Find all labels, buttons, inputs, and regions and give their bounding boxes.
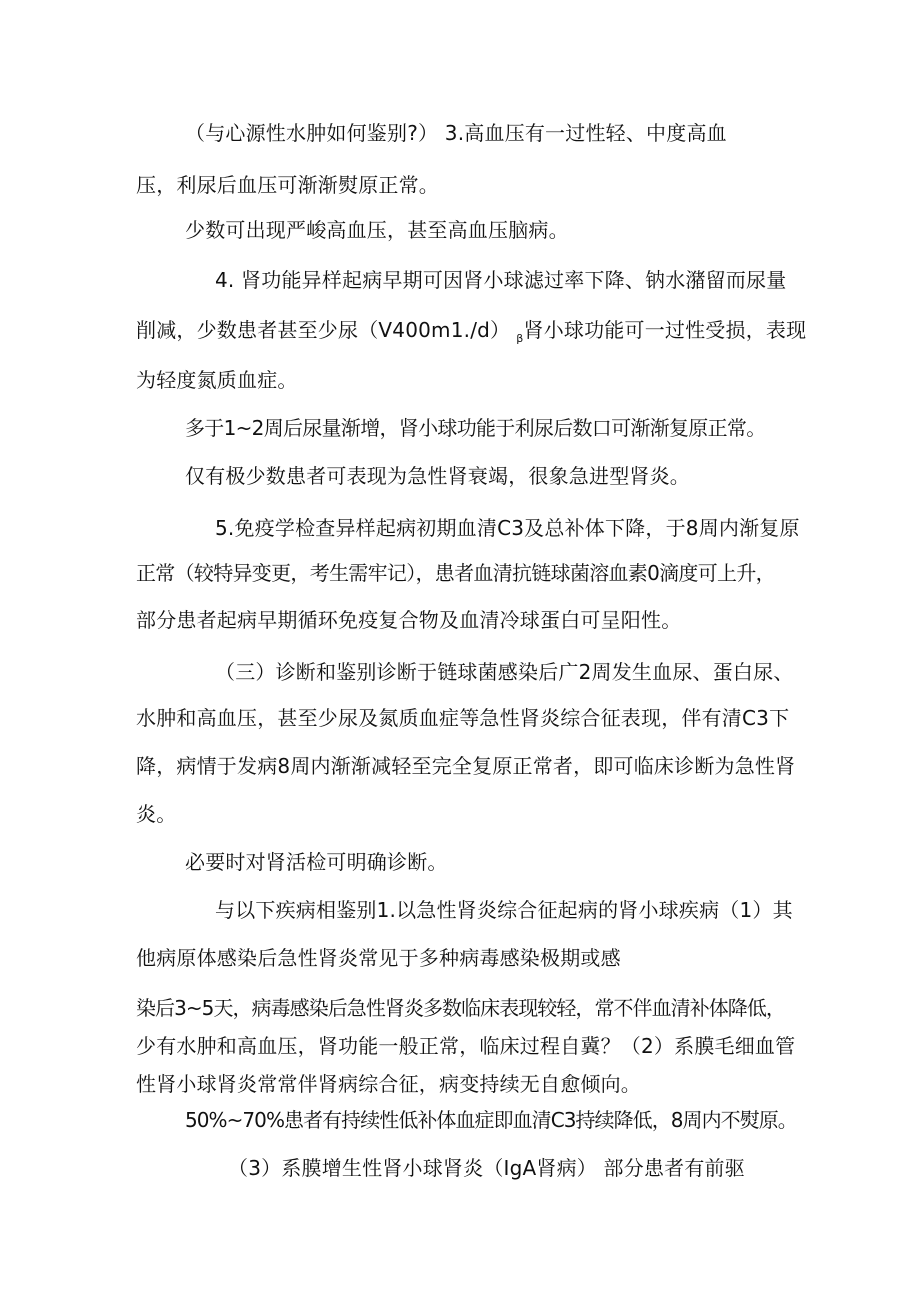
text-line-5-part-2: 肾小球功能可一过性受损，表现 <box>523 318 807 342</box>
text-line-10: 正常（较特异变更，考生需牢记），患者血清抗链球菌溶血素0滴度可上升， <box>136 561 775 585</box>
text-line-5-part-1: 削减，少数患者甚至少尿（V400m1./d） <box>136 318 511 342</box>
text-line-14: 降，病情于发病8周内渐渐减轻至完全复原正常者，即可临床诊断为急性肾 <box>136 754 796 778</box>
text-line-15: 炎。 <box>136 802 177 826</box>
text-line-22: 50%~70%患者有持续性低补体血症即血清C3持续降低，8周内不熨原。 <box>185 1108 797 1132</box>
text-line-1: （与心源性水肿如何鉴别?） 3.高血压有一过性轻、中度高血 <box>185 121 727 145</box>
text-line-6: 为轻度氮质血症。 <box>136 368 298 392</box>
text-line-17: 与以下疾病相鉴别1.以急性肾炎综合征起病的肾小球疾病（1）其 <box>215 898 793 922</box>
text-line-11: 部分患者起病早期循环免疫复合物及血清冷球蛋白可呈阳性。 <box>136 608 682 632</box>
text-line-7: 多于1~2周后尿量渐增，肾小球功能于利尿后数口可渐渐复原正常。 <box>185 416 766 440</box>
text-line-9: 5.免疫学检查异样起病初期血清C3及总补体下降，于8周内渐复原 <box>215 516 800 540</box>
text-line-23: （3）系膜增生性肾小球肾炎（IgA肾病） 部分患者有前驱 <box>228 1156 745 1180</box>
text-line-3: 少数可出现严峻高血压，甚至高血压脑病。 <box>185 218 569 242</box>
text-line-20: 少有水肿和高血压，肾功能一般正常，临床过程自冀？（2）系膜毛细血管 <box>136 1034 796 1058</box>
text-line-21: 性肾小球肾炎常常伴肾病综合征，病变持续无自愈倾向。 <box>136 1072 641 1096</box>
text-line-12: （三）诊断和鉴别诊断于链球菌感染后广2周发生血尿、蛋白尿、 <box>215 660 794 684</box>
text-line-8: 仅有极少数患者可表现为急性肾衰竭，很象急进型肾炎。 <box>185 464 690 488</box>
text-line-4: 4. 肾功能异样起病早期可因肾小球滤过率下降、钠水潴留而尿量 <box>215 268 787 292</box>
text-line-13: 水肿和高血压，甚至少尿及氮质血症等急性肾炎综合征表现，伴有清C3下 <box>136 706 790 730</box>
text-line-2: 压，利尿后血压可渐渐熨原正常。 <box>136 173 439 197</box>
text-line-16: 必要时对肾活检可明确诊断。 <box>185 850 448 874</box>
text-line-5 <box>136 315 806 354</box>
text-line-18: 他病原体感染后急性肾炎常见于多种病毒感染极期或感 <box>136 946 621 970</box>
subscript-mark: β <box>516 332 524 345</box>
text-line-19: 染后3~5天，病毒感染后急性肾炎多数临床表现较轻，常不伴血清补体降低， <box>136 996 785 1020</box>
